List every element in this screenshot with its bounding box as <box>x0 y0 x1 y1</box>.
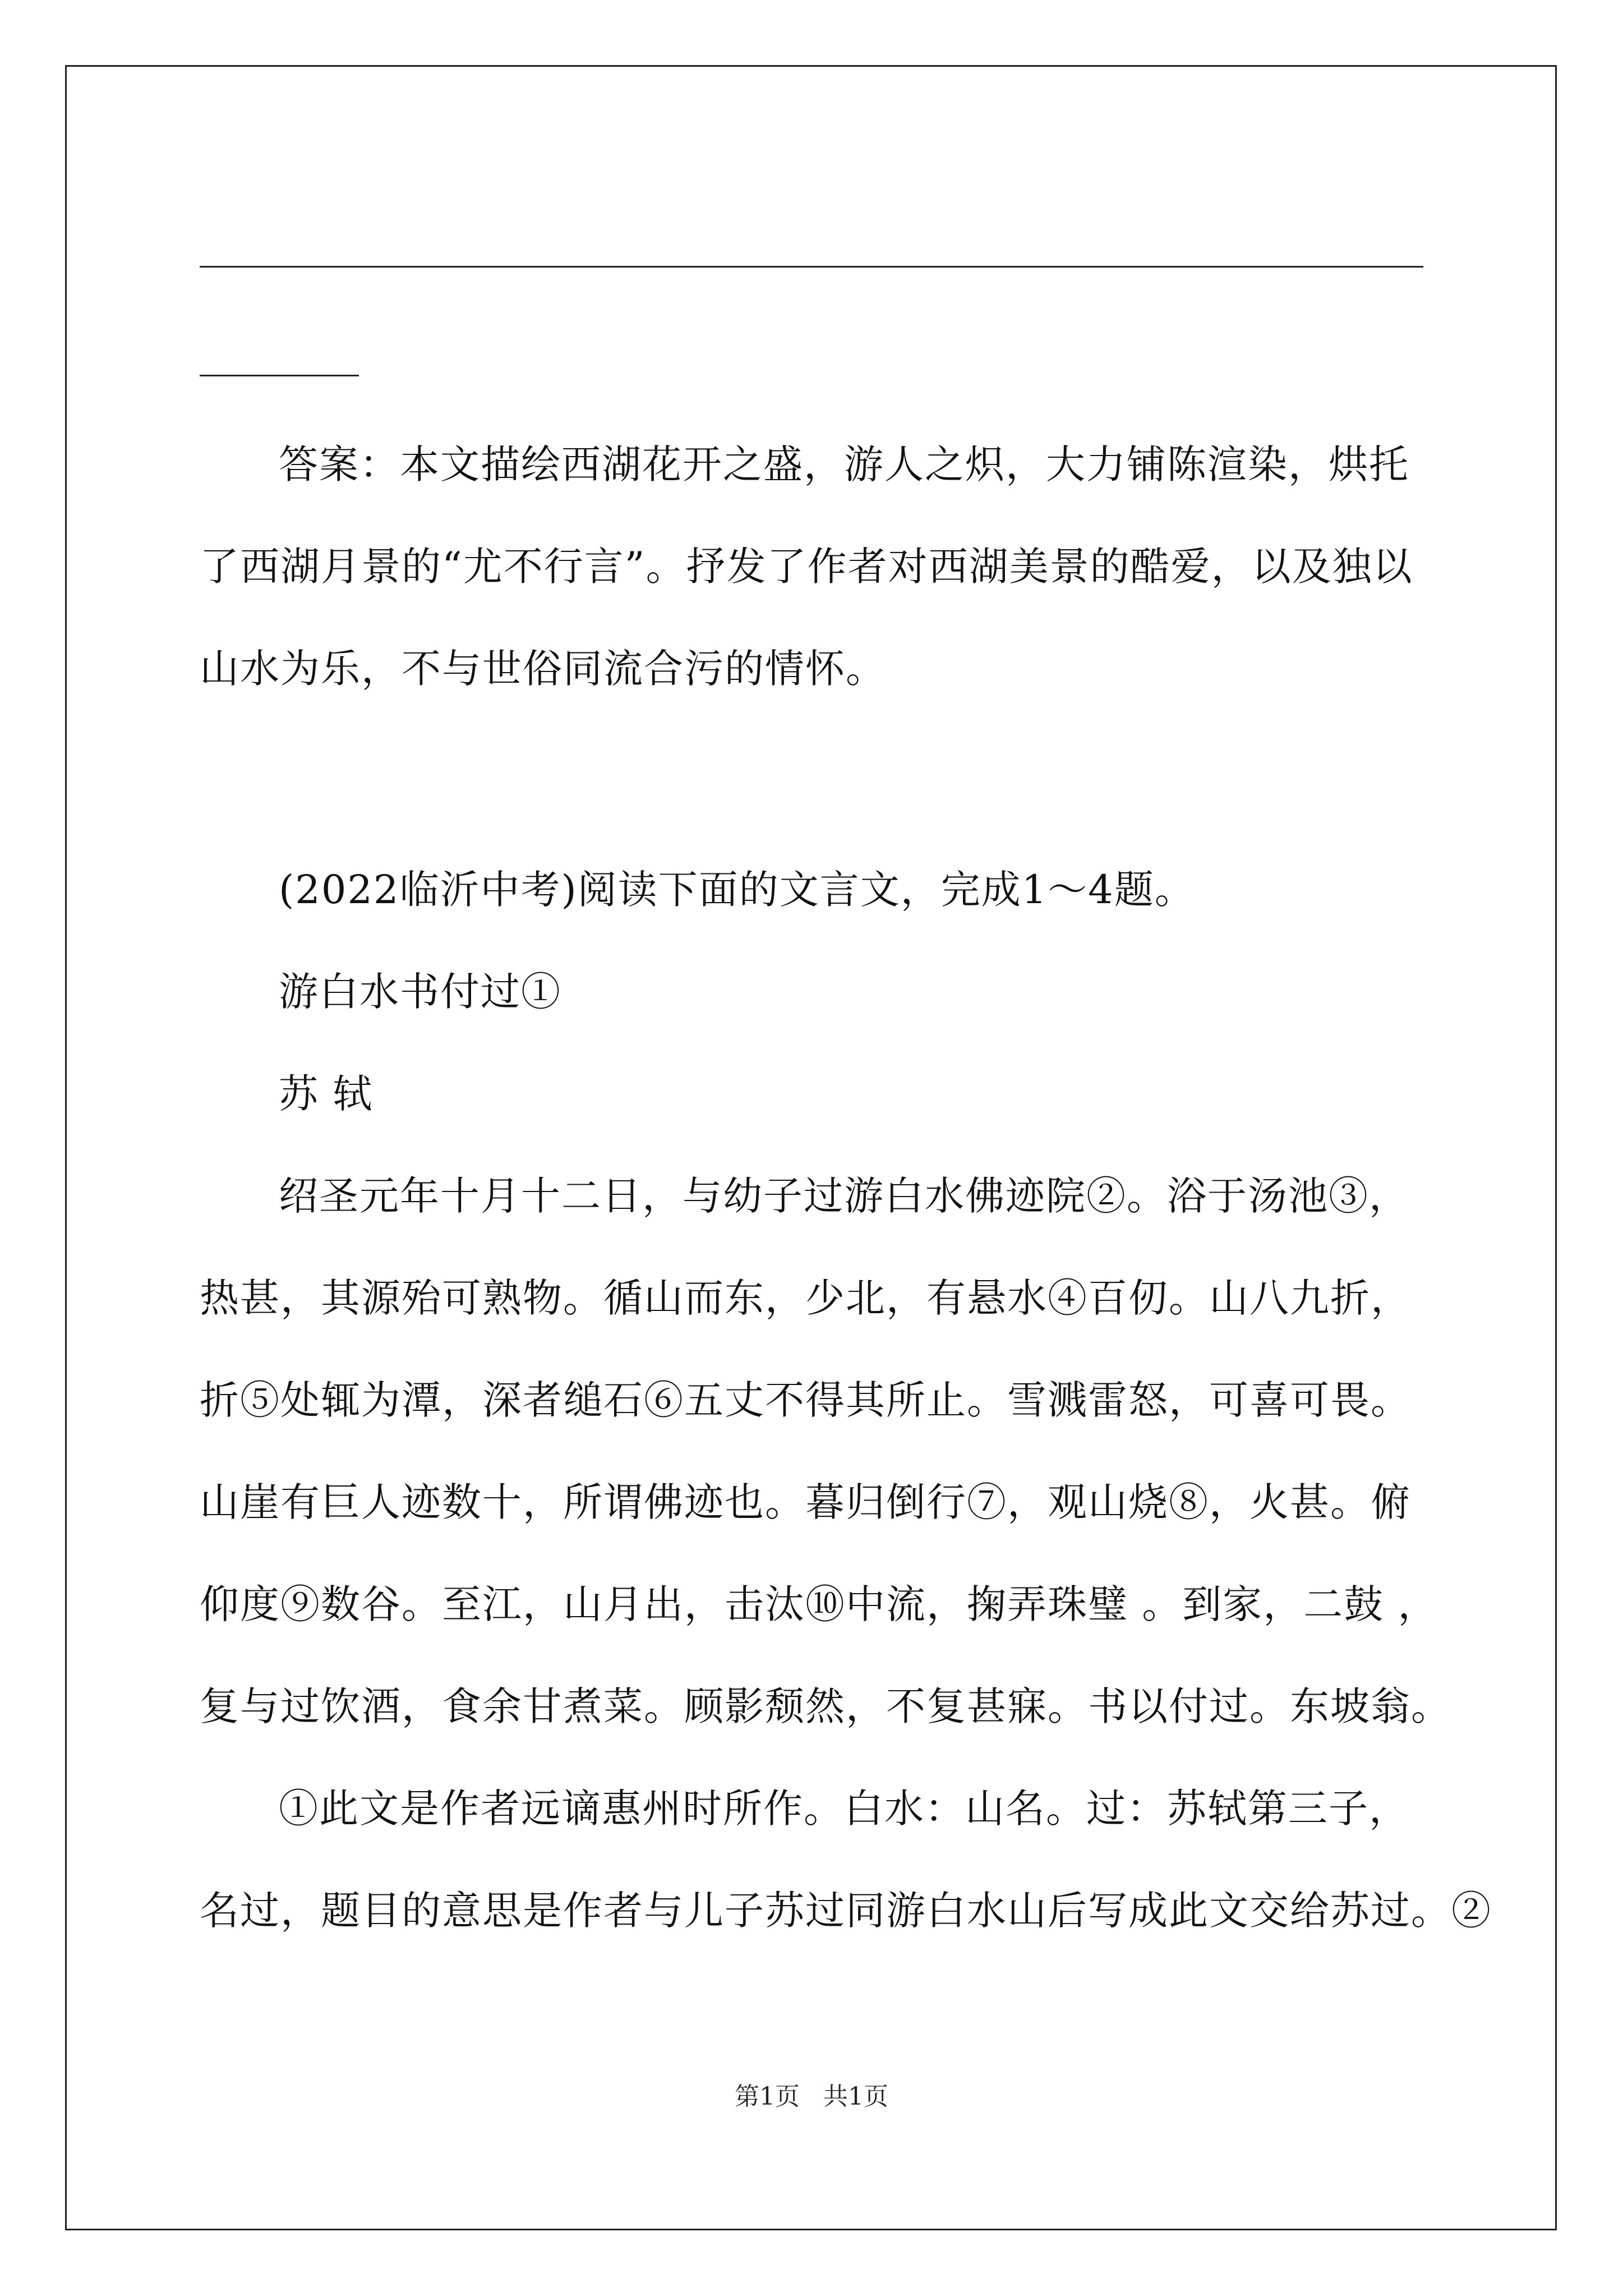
page-total: 共1页 <box>823 2082 888 2111</box>
passage-author: 苏 轼 <box>279 1071 374 1117</box>
passage-line-1: 绍圣元年十月十二日，与幼子过游白水佛迹院②。浴于汤池③， <box>279 1173 1409 1219</box>
answer-line-1: 答案：本文描绘西湖花开之盛，游人之炽，大力铺陈渲染，烘托 <box>279 441 1409 487</box>
passage-line-6: 复与过饮酒，食余甘煮菜。顾影颓然，不复甚寐。书以付过。东坡翁。 <box>200 1683 1451 1729</box>
page-footer <box>0 2080 1623 2114</box>
passage-line-3: 折⑤处辄为潭，深者缒石⑥五丈不得其所止。雪溅雷怒，可喜可畏。 <box>200 1377 1411 1423</box>
passage-line-2: 热甚，其源殆可熟物。循山而东，少北，有悬水④百仞。山八九折， <box>200 1275 1411 1321</box>
answer-blank-line <box>200 266 1423 268</box>
answer-blank-line-short <box>200 375 359 376</box>
answer-line-2: 了西湖月景的“尤不行言”。抒发了作者对西湖美景的酷爱，以及独以 <box>200 544 1413 590</box>
passage-title: 游白水书付过① <box>279 969 561 1015</box>
page-number: 第1页 <box>735 2082 800 2111</box>
passage-line-4: 山崖有巨人迹数十，所谓佛迹也。暮归倒行⑦，观山烧⑧，火甚。俯 <box>200 1479 1411 1525</box>
note-line-2: 名过，题目的意思是作者与儿子苏过同游白水山后写成此文交给苏过。② <box>200 1888 1492 1934</box>
passage-line-5: 仰度⑨数谷。至江，山月出，击汰⑩中流，掬弄珠璧 。到家，二鼓 ， <box>200 1581 1438 1627</box>
answer-line-3: 山水为乐，不与世俗同流合污的情怀。 <box>200 646 886 692</box>
question-intro: (2022临沂中考)阅读下面的文言文，完成1～4题。 <box>279 867 1195 913</box>
note-line-1: ①此文是作者远谪惠州时所作。白水：山名。过：苏轼第三子， <box>279 1786 1409 1832</box>
